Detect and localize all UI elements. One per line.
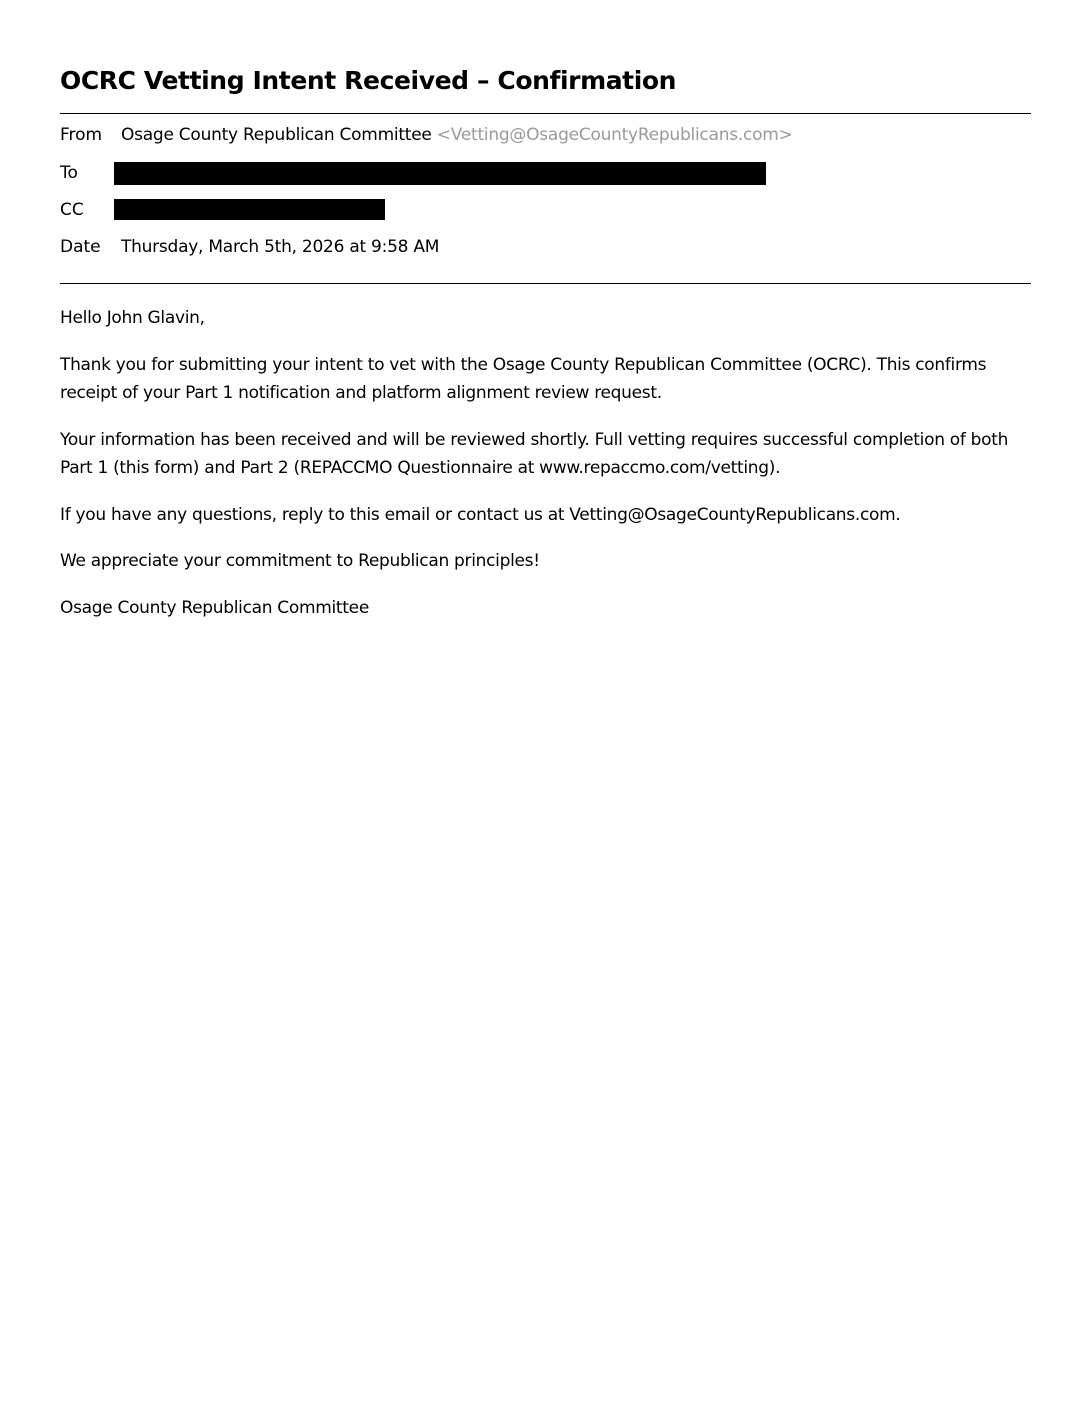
- email-signature: Osage County Republican Committee: [60, 598, 369, 618]
- body-paragraph-1: Thank you for submitting your intent to vet with the Osage County Republican Committee (OCRC). This confirms receipt of your Part 1 notification and platform alignment review request.: [60, 355, 987, 403]
- header-bottom-divider: [60, 283, 1031, 284]
- to-recipient-redaction: [114, 162, 766, 185]
- email-subject: OCRC Vetting Intent Received – Confirmation: [60, 66, 677, 95]
- from-label: From: [60, 125, 103, 145]
- cc-label: CC: [60, 200, 84, 220]
- from-row: [60, 122, 1031, 148]
- date-row: [60, 234, 1031, 260]
- email-greeting: Hello John Glavin,: [60, 308, 205, 328]
- header-top-divider: [60, 113, 1031, 114]
- to-label: To: [60, 163, 78, 183]
- body-paragraph-4: We appreciate your commitment to Republican principles!: [60, 551, 540, 571]
- date-label: Date: [60, 237, 101, 257]
- from-value: [121, 122, 793, 148]
- body-paragraph-3: If you have any questions, reply to this email or contact us at Vetting@OsageCountyRepublicans.com.: [60, 505, 901, 525]
- cc-recipient-redaction: [114, 199, 385, 220]
- date-value: Thursday, March 5th, 2026 at 9:58 AM: [121, 237, 440, 257]
- body-paragraph-2: Your information has been received and will be reviewed shortly. Full vetting requires successful completion of both Part 1 (this form) and Part 2 (REPACCMO Questionnaire at www.repaccmo.com/vetting).: [60, 430, 1009, 478]
- sender-name: Osage County Republican Committee: [121, 125, 432, 145]
- sender-email[interactable]: <Vetting@OsageCountyRepublicans.com>: [436, 125, 793, 145]
